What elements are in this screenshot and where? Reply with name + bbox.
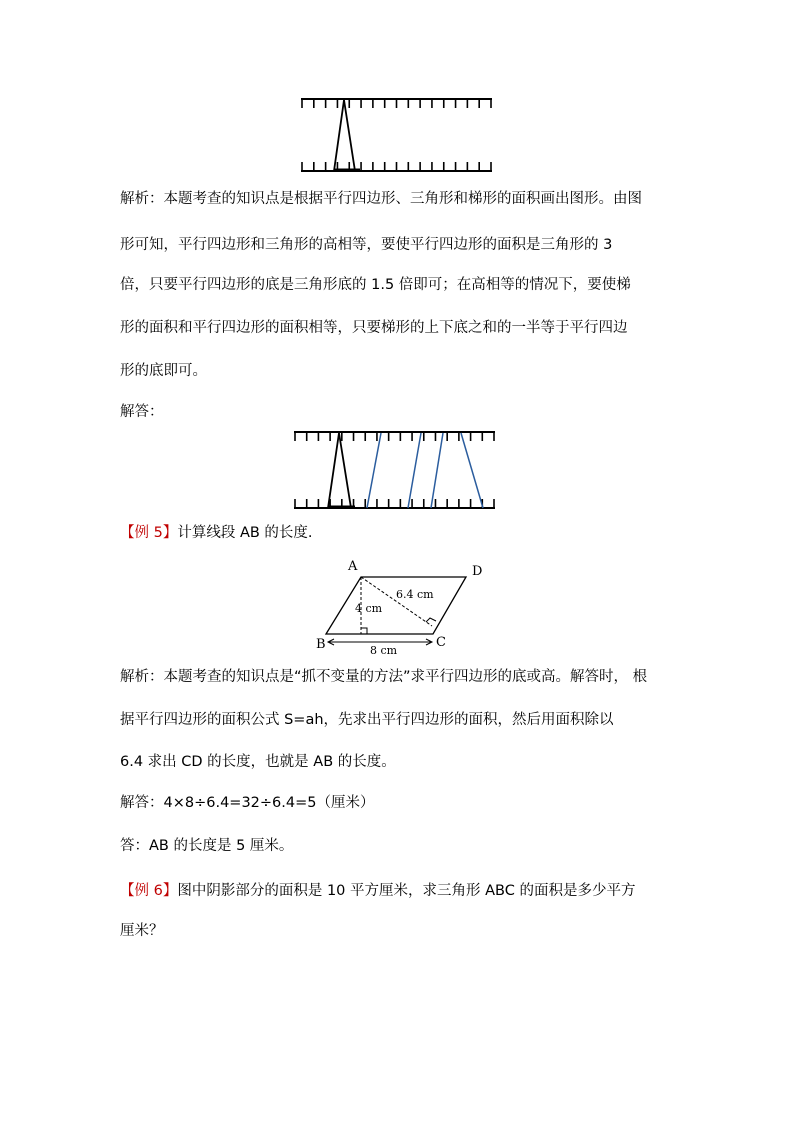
analysis-line: 解析：本题考查的知识点是根据平行四边形、三角形和梯形的面积画出图形。由图 — [120, 191, 642, 207]
analysis-line: 据平行四边形的面积公式 S=ah，先求出平行四边形的面积，然后用面积除以 — [120, 712, 614, 728]
parallelogram-figure — [308, 556, 494, 660]
diagonal-label: 6.4 cm — [396, 588, 434, 601]
analysis-line: 形的面积和平行四边形的面积相等，只要梯形的上下底之和的一半等于平行四边 — [120, 320, 628, 336]
analysis-line: 形可知，平行四边形和三角形的高相等，要使平行四边形的面积是三角形的 3 — [120, 237, 613, 253]
base-label: 8 cm — [370, 644, 398, 657]
analysis-line: 6.4 求出 CD 的长度，也就是 AB 的长度。 — [120, 754, 396, 770]
label-c: C — [436, 635, 446, 650]
example5-tag: 【例 5】 — [120, 525, 178, 541]
height-label: 4 cm — [355, 602, 383, 615]
answer-label: 解答： — [120, 404, 164, 420]
example6-tag: 【例 6】 — [120, 883, 178, 899]
example5-question-text: 计算线段 AB 的长度. — [177, 525, 313, 541]
analysis-line: 形的底即可。 — [120, 363, 207, 379]
label-b: B — [316, 637, 326, 652]
analysis-line: 倍，只要平行四边形的底是三角形底的 1.5 倍即可；在高相等的情况下，要使梯 — [120, 277, 631, 293]
answer-strip-figure — [293, 428, 499, 514]
label-d: D — [472, 564, 483, 579]
analysis-line: 解析：本题考查的知识点是“抓不变量的方法”求平行四边形的底或高。解答时， 根 — [120, 669, 648, 685]
example6-question-text: 图中阴影部分的面积是 10 平方厘米，求三角形 ABC 的面积是多少平方 — [177, 883, 636, 899]
triangle-strip-figure — [300, 95, 496, 177]
example6-question — [120, 881, 635, 901]
label-a: A — [348, 559, 358, 574]
example5-question — [120, 523, 313, 543]
example6-question-cont: 厘米？ — [120, 923, 164, 939]
answer-line: 答：AB 的长度是 5 厘米。 — [120, 838, 294, 854]
solution-line: 解答：4×8÷6.4=32÷6.4=5（厘米） — [120, 795, 375, 811]
